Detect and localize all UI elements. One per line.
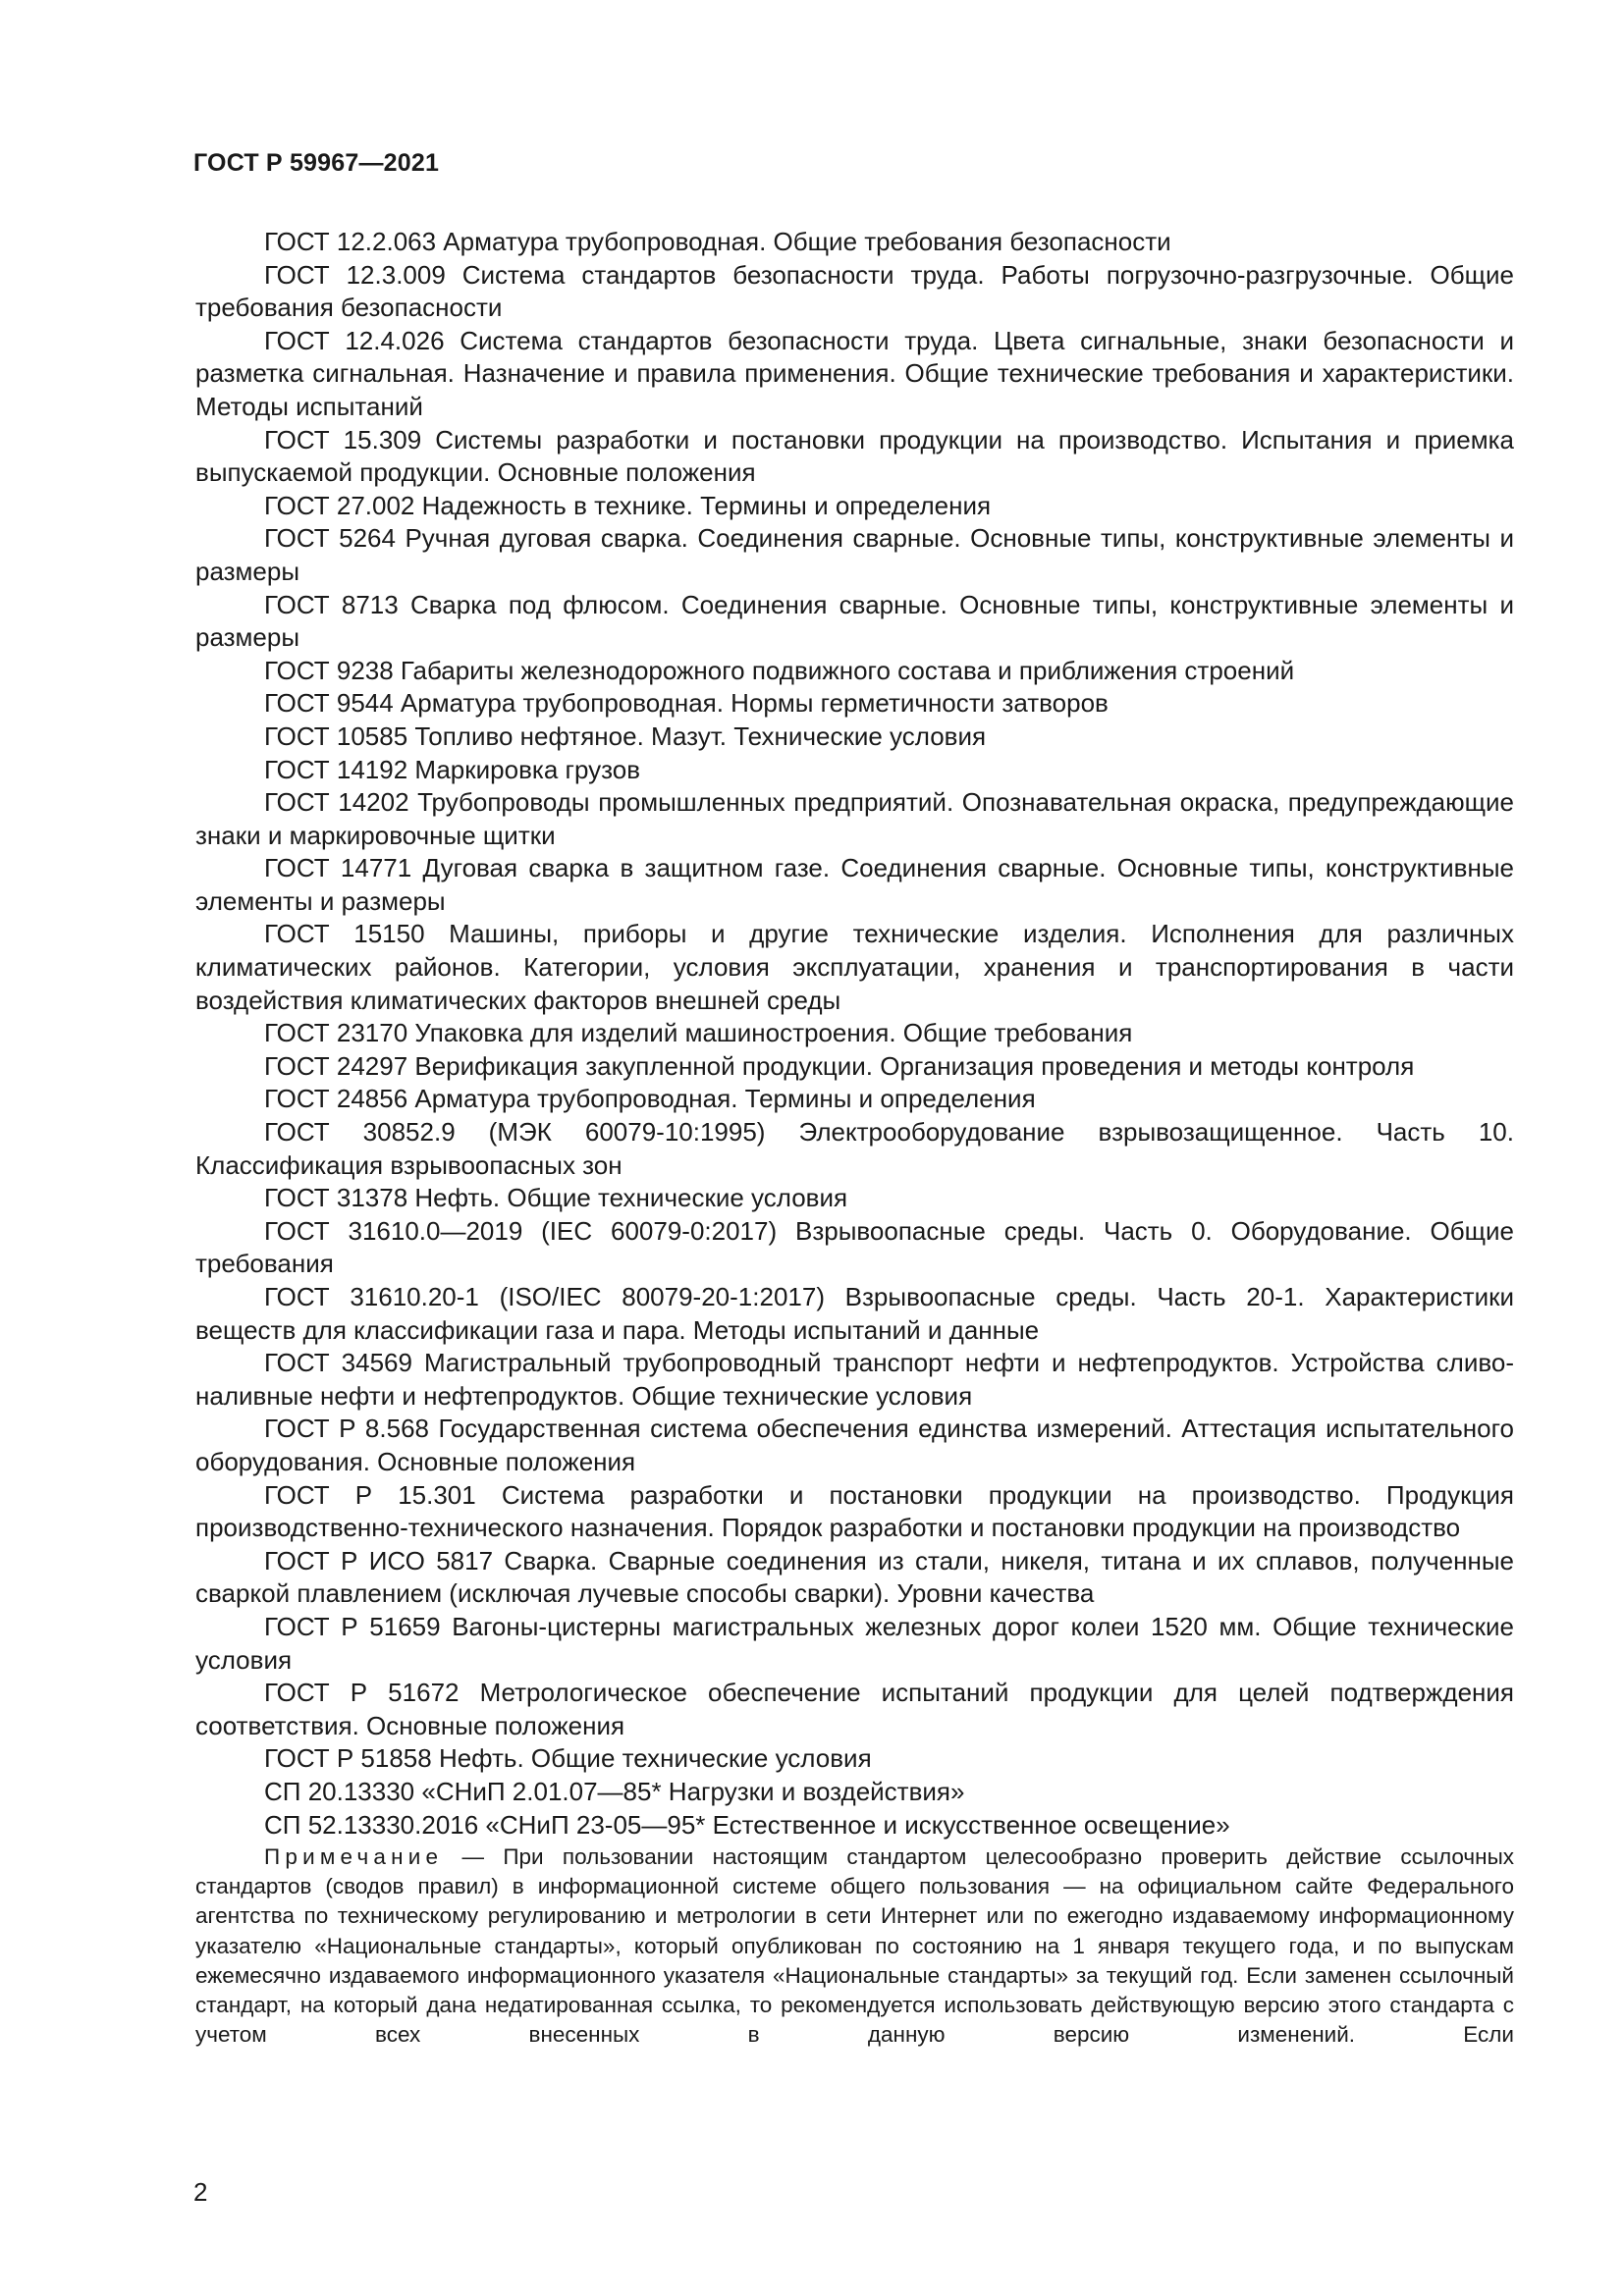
reference-item: СП 20.13330 «СНиП 2.01.07—85* Нагрузки и воздействия» [264,1776,965,1806]
reference-item: СП 52.13330.2016 «СНиП 23-05—95* Естественное и искусственное освещение» [264,1809,1230,1840]
reference-item: ГОСТ 31610.20-1 (ISO/IEC 80079-20-1:2017) Взрывоопасные среды. Часть 20-1. Характеристики веществ для классификации газа и пара. Методы испытаний и данные [195,1282,1514,1345]
note-label: Примечание [264,1844,444,1869]
reference-item: ГОСТ 14202 Трубопроводы промышленных предприятий. Опознавательная окраска, предупреждающие знаки и маркировочные щитки [195,787,1514,850]
note-dash: — [443,1844,504,1869]
reference-item: ГОСТ 23170 Упаковка для изделий машиностроения. Общие требования [264,1018,1133,1048]
reference-item: ГОСТ 15150 Машины, приборы и другие технические изделия. Исполнения для различных климатических районов. Категории, условия эксплуатации, хранения и транспортирования в части воздействия климатических факторов внешней среды [195,919,1514,1015]
reference-item: ГОСТ Р 8.568 Государственная система обеспечения единства измерений. Аттестация испытательного оборудования. Основные положения [195,1414,1514,1476]
reference-item: ГОСТ 15.309 Системы разработки и постановки продукции на производство. Испытания и приемка выпускаемой продукции. Основные положения [195,424,1514,488]
reference-item: ГОСТ 24297 Верификация закупленной продукции. Организация проведения и методы контроля [264,1050,1415,1081]
reference-item: ГОСТ Р 51659 Вагоны-цистерны магистральных железных дорог колеи 1520 мм. Общие технические условия [195,1611,1514,1675]
note-paragraph [195,1842,1514,2050]
reference-item: ГОСТ 12.4.026 Система стандартов безопасности труда. Цвета сигнальные, знаки безопасности и разметка сигнальная. Назначение и правила применения. Общие технические требования и характеристики. Методы испытаний [195,325,1514,421]
note-text: При пользовании настоящим стандартом целесообразно проверить действие ссылочных стандартов (сводов правил) в информационной системе общего пользования — на официальном сайте Федерального агентства по техническому регулированию и метрологии в сети Интернет или по ежегодно издаваемому информационному указателю «Национальные стандарты», который опубликован по состоянию на 1 января текущего года, и по выпускам ежемесячно издаваемого информационного указателя «Национальные стандарты» за текущий год. Если заменен ссылочный стандарт, на который дана недатированная ссылка, то рекомендуется использовать действующую версию этого стандарта с учетом всех внесенных в данную версию изменений. Если [195,1844,1514,2048]
reference-item: ГОСТ 14192 Маркировка грузов [264,754,641,784]
reference-item: ГОСТ 31610.0—2019 (IEC 60079-0:2017) Взрывоопасные среды. Часть 0. Оборудование. Общие требования [195,1215,1514,1279]
reference-item: ГОСТ 12.2.063 Арматура трубопроводная. Общие требования безопасности [264,227,1171,256]
reference-item: ГОСТ Р ИСО 5817 Сварка. Сварные соединения из стали, никеля, титана и их сплавов, полученные сваркой плавлением (исключая лучевые способы сварки). Уровни качества [195,1545,1514,1609]
normative-references-list [195,226,1514,1842]
reference-item: ГОСТ 24856 Арматура трубопроводная. Термины и определения [264,1084,1036,1114]
reference-item: ГОСТ 9544 Арматура трубопроводная. Нормы герметичности затворов [264,688,1109,719]
reference-item: ГОСТ 9238 Габариты железнодорожного подвижного состава и приближения строений [264,655,1295,685]
reference-item: ГОСТ 34569 Магистральный трубопроводный транспорт нефти и нефтепродуктов. Устройства сливо-наливные нефти и нефтепродуктов. Общие технические условия [195,1348,1514,1411]
reference-item: ГОСТ 8713 Сварка под флюсом. Соединения сварные. Основные типы, конструктивные элементы и размеры [195,589,1514,653]
reference-item: ГОСТ 10585 Топливо нефтяное. Мазут. Технические условия [264,721,987,751]
reference-item: ГОСТ 14771 Дуговая сварка в защитном газе. Соединения сварные. Основные типы, конструктивные элементы и размеры [195,853,1514,916]
reference-item: ГОСТ Р 51672 Метрологическое обеспечение испытаний продукции для целей подтверждения соответствия. Основные положения [195,1678,1514,1740]
reference-item: ГОСТ 12.3.009 Система стандартов безопасности труда. Работы погрузочно-разгрузочные. Общие требования безопасности [195,259,1514,323]
page-number: 2 [193,2177,208,2207]
reference-item: ГОСТ Р 51858 Нефть. Общие технические условия [264,1743,872,1774]
reference-item: ГОСТ 5264 Ручная дуговая сварка. Соединения сварные. Основные типы, конструктивные элементы и размеры [195,523,1514,586]
reference-item: ГОСТ Р 15.301 Система разработки и постановки продукции на производство. Продукция производственно-технического назначения. Порядок разработки и постановки продукции на производство [195,1479,1514,1543]
reference-item: ГОСТ 31378 Нефть. Общие технические условия [264,1183,848,1213]
document-header: ГОСТ Р 59967—2021 [193,149,440,177]
reference-item: ГОСТ 27.002 Надежность в технике. Термины и определения [264,490,992,520]
reference-item: ГОСТ 30852.9 (МЭК 60079-10:1995) Электрооборудование взрывозащищенное. Часть 10. Классификация взрывоопасных зон [195,1117,1514,1180]
